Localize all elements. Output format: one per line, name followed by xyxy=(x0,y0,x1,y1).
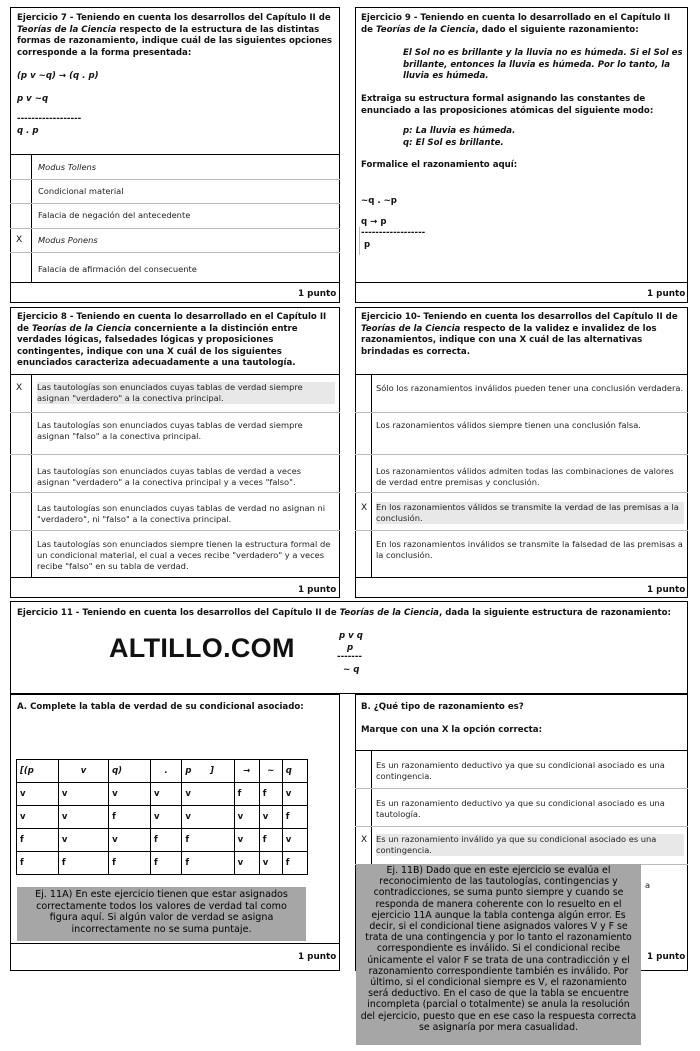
ex10-option-2[interactable]: Los razonamientos válidos siempre tienen una conclusión falsa. xyxy=(376,420,641,430)
tt-header-cell: ~ xyxy=(259,760,282,783)
ex9-points: 1 punto xyxy=(647,289,686,299)
ex9-formalize-label: Formalice el razonamiento aquí: xyxy=(361,160,518,170)
tt-cell[interactable]: v xyxy=(259,806,282,829)
ex11b-question: B. ¿Qué tipo de razonamiento es? xyxy=(361,702,524,712)
tt-cell[interactable]: f xyxy=(259,829,282,852)
ex7-conclusion: q . p xyxy=(17,126,39,136)
ex7-option-4[interactable]: Modus Ponens xyxy=(38,235,98,245)
truth-table-header xyxy=(17,760,308,783)
ex10-option-5[interactable]: En los razonamientos inválidos se transmite la falsedad de las premisas a la conclusión. xyxy=(376,539,683,560)
ex10-mark-4[interactable]: X xyxy=(361,503,368,513)
note-11a: Ej. 11A) En este ejercicio tienen que estar asignados correctamente todos los valores de verdad tal como figura aquí. Si algún valor de verdad se asigna incorrectamente no se suma puntaje. xyxy=(17,887,306,941)
tt-cell[interactable]: f xyxy=(109,852,151,875)
tt-cell[interactable] xyxy=(207,783,234,806)
tt-cell[interactable]: v xyxy=(58,806,108,829)
ex7-premise-2: p v ~q xyxy=(17,94,49,104)
ex8-option-3[interactable]: Las tautologías son enunciados cuyas tablas de verdad a veces asignan "verdadero" a la conectiva principal y a veces "falso". xyxy=(37,466,302,487)
ex9-instruction: Extraiga su estructura formal asignando las constantes de enunciado a las proposiciones atómicas del siguiente modo: xyxy=(361,94,654,116)
tt-header-cell: [(p xyxy=(17,760,59,783)
tt-cell[interactable] xyxy=(207,829,234,852)
ex8-option-5[interactable]: Las tautologías son enunciados siempre tienen la estructura formal de un condicional material, el cual a veces recibe "verdadero" y a veces recibe "falso" en su tabla de verdad. xyxy=(37,539,331,571)
tt-cell[interactable]: v xyxy=(282,783,307,806)
ex11b-option-2[interactable]: Es un razonamiento deductivo ya que su condicional asociado es una tautología. xyxy=(376,798,665,819)
ex11b-option-3[interactable]: Es un razonamiento inválido ya que su condicional asociado es una contingencia. xyxy=(376,834,684,856)
tt-header-cell: ] xyxy=(207,760,234,783)
tt-cell[interactable]: v xyxy=(182,783,207,806)
tt-cell[interactable]: f xyxy=(150,829,181,852)
ex11-separator: ------- xyxy=(337,652,362,662)
ex11b-mark-3[interactable]: X xyxy=(361,835,368,845)
tt-cell[interactable] xyxy=(207,806,234,829)
ex10-option-3[interactable]: Los razonamientos válidos admiten todas las combinaciones de valores de verdad entre premisas y conclusión. xyxy=(376,466,674,487)
ex11b-partial-option[interactable]: a xyxy=(645,880,651,890)
ex11b-instruction: Marque con una X la opción correcta: xyxy=(361,725,543,735)
ex10-points: 1 punto xyxy=(647,585,686,595)
ex8-mark-1[interactable]: X xyxy=(16,383,23,393)
tt-header-cell: q xyxy=(282,760,307,783)
ex7-option-3[interactable]: Falacia de negación del antecedente xyxy=(38,210,191,220)
ex7-mark-4[interactable]: X xyxy=(16,235,23,245)
tt-header-cell: . xyxy=(150,760,181,783)
truth-table-row xyxy=(17,852,308,875)
ex9-p-definition: p: La lluvia es húmeda. xyxy=(403,126,516,136)
ex8-option-2[interactable]: Las tautologías son enunciados cuyas tablas de verdad siempre asignan "falso" a la conectiva principal. xyxy=(37,420,303,441)
tt-cell[interactable]: v xyxy=(234,852,259,875)
ex11a-points: 1 punto xyxy=(298,952,337,962)
tt-header-cell: v xyxy=(58,760,108,783)
ex8-points: 1 punto xyxy=(298,585,337,595)
exercise-10-question: Ejercicio 10- Teniendo en cuenta los desarrollos del Capítulo II de Teorías de la Ciencia respecto de la validez e invalidez de los razonamientos, indique con una X cuál de las alternativas brindadas es correcta. xyxy=(361,312,678,357)
ex11a-instruction: A. Complete la tabla de verdad de su condicional asociado: xyxy=(17,702,304,712)
ex7-option-2[interactable]: Condicional material xyxy=(38,186,124,196)
tt-cell[interactable]: f xyxy=(150,852,181,875)
tt-cell[interactable]: f xyxy=(17,852,59,875)
exercise-8-question: Ejercicio 8 - Teniendo en cuenta lo desarrollado en el Capítulo II de Teorías de la Ciencia concerniente a la distinción entre verdades lógicas, falsedades lógicas y proposiciones contingentes, indique con una X cuál de los siguientes enunciados caracteriza adecuadamente a una tautología. xyxy=(17,312,327,368)
tt-cell[interactable]: v xyxy=(109,783,151,806)
tt-cell[interactable]: v xyxy=(234,806,259,829)
tt-cell[interactable]: v xyxy=(259,852,282,875)
tt-cell[interactable]: v xyxy=(109,829,151,852)
tt-cell[interactable]: v xyxy=(58,829,108,852)
ex11-conclusion: ~ q xyxy=(343,665,360,675)
ex9-argument: El Sol no es brillante y la lluvia no es húmeda. Si el Sol es brillante, entonces la lluvia es húmeda. Por lo tanto, la lluvia es húmeda. xyxy=(403,48,683,81)
truth-table-row xyxy=(17,829,308,852)
truth-table-row xyxy=(17,806,308,829)
ex9-premise-1[interactable]: ~q . ~p xyxy=(361,196,397,206)
watermark-logo: ALTILLO.COM xyxy=(109,633,295,663)
tt-cell[interactable]: v xyxy=(234,829,259,852)
ex7-premise-1: (p v ~q) → (q . p) xyxy=(17,71,99,81)
tt-cell[interactable]: f xyxy=(109,806,151,829)
tt-header-cell: → xyxy=(234,760,259,783)
ex7-separator: ------------------ xyxy=(17,114,82,124)
ex7-option-5[interactable]: Falacia de afirmación del consecuente xyxy=(38,264,197,274)
ex10-option-1[interactable]: Sólo los razonamientos inválidos pueden tener una conclusión verdadera. xyxy=(376,383,684,393)
ex7-points: 1 punto xyxy=(298,289,337,299)
ex9-q-definition: q: El Sol es brillante. xyxy=(403,138,504,148)
tt-cell[interactable]: f xyxy=(58,852,108,875)
tt-cell[interactable]: f xyxy=(182,852,207,875)
ex9-separator: ------------------ xyxy=(361,228,426,238)
ex11b-option-1[interactable]: Es un razonamiento deductivo ya que su condicional asociado es una contingencia. xyxy=(376,760,665,781)
tt-cell[interactable]: f xyxy=(17,829,59,852)
note-11b: Ej. 11B) Dado que en este ejercicio se evalúa el reconocimiento de las tautologías, contingencias y contradicciones, se suma punto siempre y cuando se responda de manera coherente con lo resuelto en el ejercicio 11A aunque la tabla contenga algún error. Es decir, si el condicional tiene asignados valores V y F se trata de una contingencia y por lo tanto el razonamiento correspondiente es inválido. Si el condicional recibe únicamente el valor F se trata de una contradicción y el razonamiento correspondiente también es inválido. Por último, si el condicional siempre es V, el razonamiento será deductivo. En el caso de que la tabla se encuentre incompleta (parcial o totalmente) se anula la resolución del ejercicio, puesto que en ese caso la respuesta correcta se asignaría por mera casualidad. xyxy=(356,864,641,1045)
tt-cell[interactable]: f xyxy=(282,806,307,829)
tt-cell[interactable] xyxy=(207,852,234,875)
ex10-option-4[interactable]: En los razonamientos válidos se transmite la verdad de las premisas a la conclusión. xyxy=(376,502,684,524)
ex9-premise-2[interactable]: q → p xyxy=(361,217,387,227)
truth-table-row xyxy=(17,783,308,806)
tt-cell[interactable]: v xyxy=(17,783,59,806)
tt-cell[interactable]: v xyxy=(150,806,181,829)
tt-cell[interactable]: f xyxy=(182,829,207,852)
tt-cell[interactable]: v xyxy=(17,806,59,829)
ex11-premise-2: p xyxy=(347,643,354,653)
exercise-9-question: Ejercicio 9 - Teniendo en cuenta lo desarrollado en el Capítulo II de Teorías de la Ciencia, dado el siguiente razonamiento: xyxy=(361,13,671,35)
ex11-premise-1: p v q xyxy=(339,631,363,641)
ex11b-points: 1 punto xyxy=(647,952,686,962)
exercise-7-question: Ejercicio 7 - Teniendo en cuenta los desarrollos del Capítulo II de Teorías de la Ciencia respecto de la estructura de las distintas formas de razonamiento, indique cuál de las siguientes opciones corresponde a la forma presentada: xyxy=(17,13,333,58)
ex9-conclusion[interactable]: p xyxy=(364,240,371,250)
tt-header-cell: p xyxy=(182,760,207,783)
tt-cell[interactable]: f xyxy=(259,783,282,806)
tt-cell[interactable]: f xyxy=(234,783,259,806)
tt-cell[interactable]: v xyxy=(58,783,108,806)
ex8-option-4[interactable]: Las tautologías son enunciados cuyas tablas de verdad no asignan ni "verdadero", ni "falso" a la conectiva principal. xyxy=(37,503,326,524)
truth-table xyxy=(16,759,308,875)
ex7-option-1[interactable]: Modus Tollens xyxy=(38,162,97,172)
tt-cell[interactable]: f xyxy=(282,852,307,875)
tt-header-cell: q) xyxy=(109,760,151,783)
tt-cell[interactable]: v xyxy=(182,806,207,829)
exercise-11-question: Ejercicio 11 - Teniendo en cuenta los desarrollos del Capítulo II de Teorías de la Ciencia, dada la siguiente estructura de razonamiento: xyxy=(17,608,671,618)
tt-cell[interactable]: v xyxy=(150,783,181,806)
tt-cell[interactable]: v xyxy=(282,829,307,852)
ex8-option-1[interactable]: Las tautologías son enunciados cuyas tablas de verdad siempre asignan "verdadero" a la conectiva principal. xyxy=(37,382,335,404)
